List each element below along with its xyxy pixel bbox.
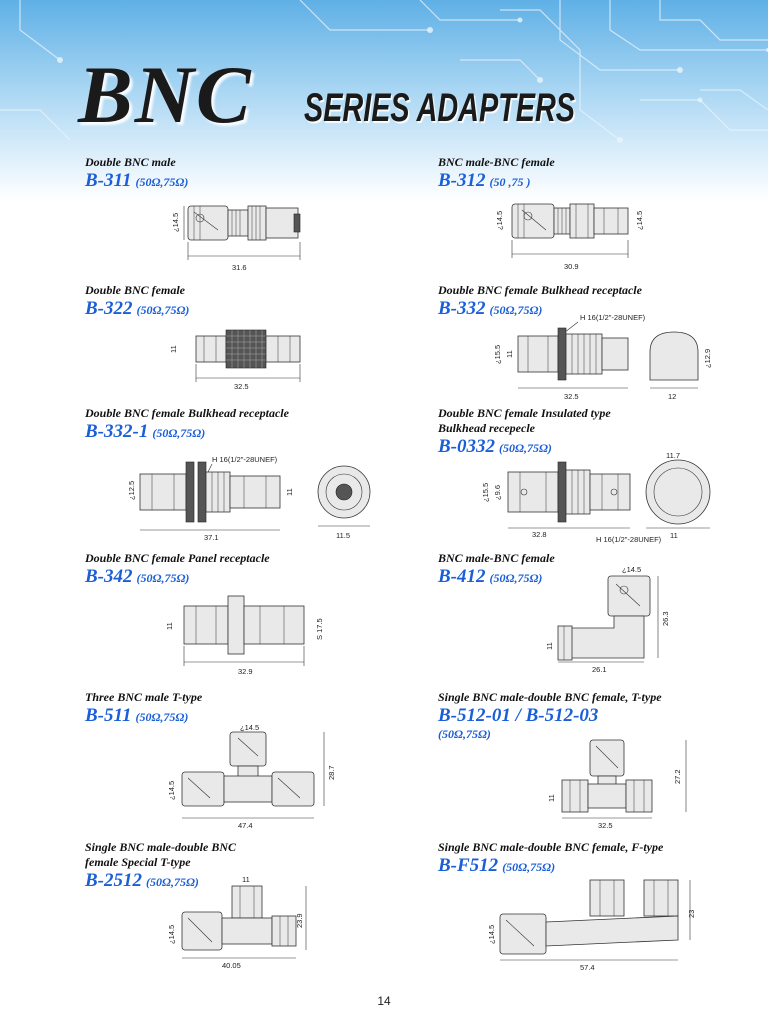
product-code: B-311 (50Ω,75Ω) [85, 170, 189, 191]
dim-label: ¿14.5 [167, 780, 176, 800]
drawing-b-311 [160, 192, 340, 274]
impedance: (50Ω,75Ω) [146, 875, 199, 889]
dim-label: 11 [547, 794, 556, 802]
product-b-332-1 [85, 406, 385, 444]
dim-label: 11 [285, 488, 294, 496]
dim-label: 11.5 [336, 531, 351, 540]
dim-label: 11 [165, 622, 174, 630]
dim-label: 32.5 [234, 382, 249, 391]
product-description: Single BNC male-double BNC female Special T-type [85, 840, 237, 869]
impedance: (50Ω,75Ω) [502, 860, 556, 874]
drawing-b-312 [488, 192, 658, 274]
dim-label: ¿9.6 [493, 484, 502, 500]
dim-label: 11 [169, 345, 178, 353]
dim-label: ¿15.5 [493, 344, 502, 364]
product-b-342 [85, 551, 385, 589]
impedance: (50Ω,75Ω) [499, 441, 552, 455]
dim-label: ¿14.5 [635, 210, 644, 230]
drawing-b-332-1 [120, 450, 390, 542]
dim-label: 11.7 [666, 451, 681, 460]
dim-label: H 16(1/2"-28UNEF) [580, 313, 646, 322]
dim-label: 28.7 [327, 765, 336, 780]
dim-label: S 17.5 [315, 618, 324, 640]
dim-label: H 16(1/2"-28UNEF) [596, 535, 662, 544]
product-code: B-342 (50Ω,75Ω) [85, 566, 190, 587]
dim-label: 40.05 [222, 961, 241, 970]
dim-label: 31.6 [232, 263, 247, 272]
dim-label: 37.1 [204, 533, 219, 542]
dim-label: 12 [668, 392, 677, 401]
dim-label: ¿14.5 [167, 924, 176, 944]
product-b-311 [85, 155, 385, 193]
dim-label: 30.9 [564, 262, 579, 271]
impedance: (50Ω,75Ω) [152, 426, 206, 440]
dim-label: 23.9 [295, 913, 304, 928]
product-code: B-511 (50Ω,75Ω) [85, 705, 189, 726]
product-code: B-332 (50Ω,75Ω) [438, 298, 543, 319]
drawing-b-342 [160, 590, 340, 680]
dim-label: 23 [687, 909, 696, 918]
dim-label: 26.1 [592, 665, 607, 674]
dim-label: 27.2 [673, 769, 682, 784]
drawing-b-512 [540, 732, 710, 832]
impedance: (50Ω,75Ω) [135, 710, 189, 724]
product-description: Double BNC female [85, 283, 185, 297]
drawing-b-2512 [160, 872, 320, 974]
impedance: (50Ω,75Ω) [438, 727, 491, 741]
drawing-b-511 [160, 720, 340, 832]
product-code: B-512-01 / B-512-03 [438, 705, 599, 726]
dim-label: ¿14.5 [240, 723, 260, 732]
dim-label: ¿15.5 [481, 482, 490, 502]
product-description: BNC male-BNC female [438, 551, 555, 565]
product-b-312 [438, 155, 738, 193]
product-code: B-2512 (50Ω,75Ω) [85, 870, 199, 891]
product-description: Double BNC female Bulkhead receptacle [438, 283, 642, 297]
product-code: B-332-1 (50Ω,75Ω) [85, 421, 206, 442]
product-description: Three BNC male T-type [85, 690, 203, 704]
drawing-b-f512 [478, 874, 718, 974]
dim-label: 32.5 [564, 392, 579, 401]
drawing-b-332 [488, 312, 728, 402]
impedance: (50Ω,75Ω) [489, 303, 543, 317]
dim-label: 11 [242, 875, 250, 884]
dim-label: 11 [670, 531, 678, 540]
title-brand: BNC [78, 49, 253, 140]
dim-label: ¿14.5 [495, 210, 504, 230]
product-b-f512 [438, 840, 738, 878]
dim-label: ¿14.5 [487, 924, 496, 944]
impedance: (50Ω,75Ω) [136, 571, 190, 585]
product-description: BNC male-BNC female [438, 155, 555, 169]
product-description: Double BNC female Bulkhead receptacle [85, 406, 289, 420]
impedance: (50Ω,75Ω) [135, 175, 189, 189]
dim-label: H 16(1/2"-28UNEF) [212, 455, 278, 464]
impedance: (50 ,75 ) [489, 175, 531, 189]
product-description: Double BNC female Insulated type Bulkhead recepecle [438, 406, 611, 435]
product-code: B-312 (50 ,75 ) [438, 170, 531, 191]
dim-label: 32.8 [532, 530, 547, 539]
dim-label: 11 [545, 642, 554, 650]
dim-label: ¿12.9 [703, 348, 712, 368]
product-code: B-F512 (50Ω,75Ω) [438, 855, 556, 876]
dim-label: 26.3 [661, 611, 670, 626]
dim-label: ¿14.5 [622, 565, 642, 574]
product-b-322 [85, 283, 385, 321]
dim-label: 32.9 [238, 667, 253, 676]
product-code: B-322 (50Ω,75Ω) [85, 298, 190, 319]
drawing-b-412 [540, 562, 680, 676]
product-description: Single BNC male-double BNC female, F-type [438, 840, 664, 854]
drawing-b-322 [160, 322, 340, 394]
product-description: Double BNC male [85, 155, 176, 169]
product-description: Single BNC male-double BNC female, T-type [438, 690, 662, 704]
dim-label: ¿12.5 [127, 480, 136, 500]
dim-label: 47.4 [238, 821, 253, 830]
dim-label: 11 [505, 350, 514, 358]
page-title [78, 48, 575, 142]
page-number: 14 [377, 994, 391, 1008]
product-code: B-0332 (50Ω,75Ω) [438, 436, 552, 457]
impedance: (50Ω,75Ω) [136, 303, 190, 317]
title-subtitle: SERIES ADAPTERS [304, 86, 575, 130]
drawing-b-0332 [478, 450, 740, 546]
dim-label: 57.4 [580, 963, 595, 972]
dim-label: ¿14.5 [171, 212, 180, 232]
dim-label: 32.5 [598, 821, 613, 830]
product-code: B-412 (50Ω,75Ω) [438, 566, 543, 587]
impedance: (50Ω,75Ω) [489, 571, 543, 585]
product-description: Double BNC female Panel receptacle [85, 551, 270, 565]
